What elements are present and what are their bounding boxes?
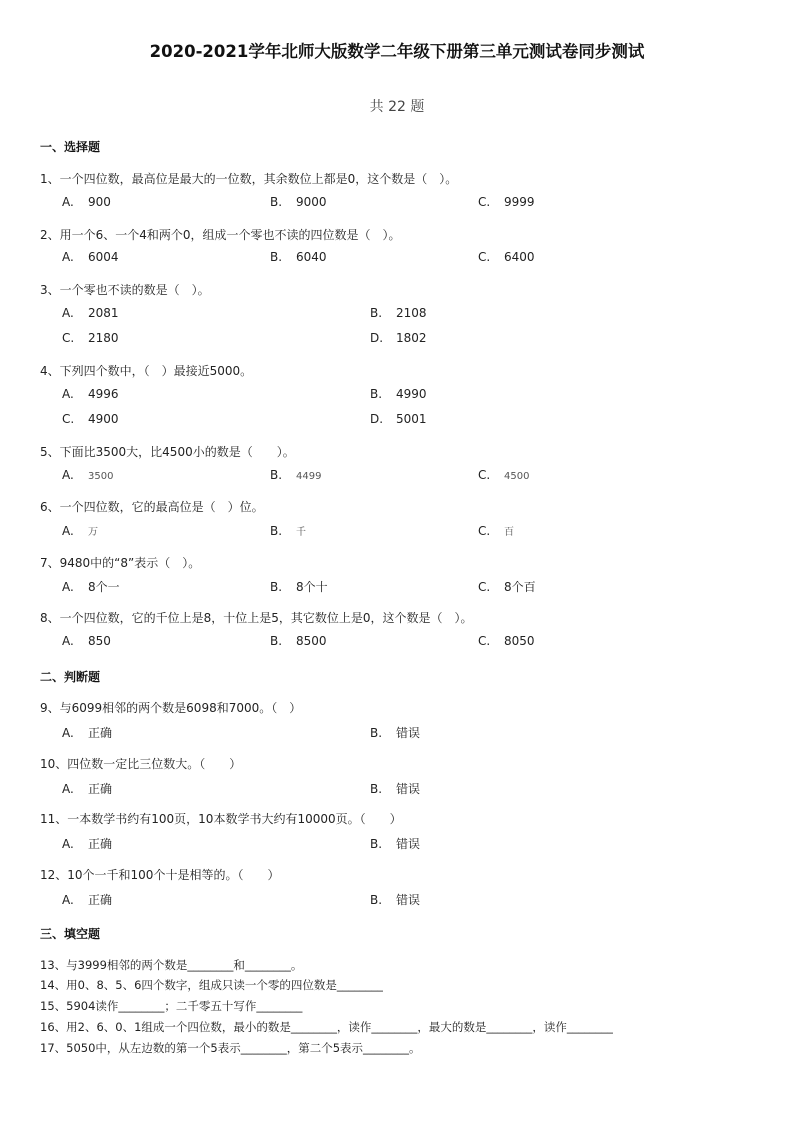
question-8: 8、一个四位数，它的千位上是8，十位上是5，其它数位上是0，这个数是（ ）。 <box>40 611 473 625</box>
section-heading-choice: 一、选择题 <box>40 140 101 154</box>
q3-option-d[interactable]: D. 1802 <box>370 331 427 345</box>
section-heading-judgement: 二、判断题 <box>40 670 101 684</box>
q3-option-b[interactable]: B. 2108 <box>370 306 427 320</box>
question-9: 9、与6099相邻的两个数是6098和7000。（ ） <box>40 701 302 715</box>
q1-option-c[interactable]: C. 9999 <box>478 195 535 209</box>
page-title: 2020-2021学年北师大版数学二年级下册第三单元测试卷同步测试 <box>149 42 645 61</box>
q5-option-a[interactable]: A. 3500 <box>62 468 114 482</box>
question-13: 13、与3999相邻的两个数是________和________。 <box>40 958 303 972</box>
question-14: 14、用0、8、5、6四个数字，组成只读一个零的四位数是________ <box>40 978 383 992</box>
q8-option-b[interactable]: B. 8500 <box>270 634 327 648</box>
q9-option-a[interactable]: A. 正确 <box>62 726 113 740</box>
question-7: 7、9480中的“8”表示（ ）。 <box>40 556 201 570</box>
question-2: 2、用一个6、一个4和两个0，组成一个零也不读的四位数是（ ）。 <box>40 228 401 242</box>
q7-option-b[interactable]: B. 8个十 <box>270 580 328 594</box>
q4-option-a[interactable]: A. 4996 <box>62 387 119 401</box>
question-1: 1、一个四位数，最高位是最大的一位数，其余数位上都是0，这个数是（ ）。 <box>40 172 458 186</box>
q8-option-c[interactable]: C. 8050 <box>478 634 535 648</box>
q3-option-a[interactable]: A. 2081 <box>62 306 119 320</box>
q6-option-c[interactable]: C. 百 <box>478 524 514 538</box>
q2-option-b[interactable]: B. 6040 <box>270 250 327 264</box>
section-heading-fill: 三、填空题 <box>40 927 101 941</box>
q4-option-d[interactable]: D. 5001 <box>370 412 427 426</box>
q9-option-b[interactable]: B. 错误 <box>370 726 421 740</box>
question-4: 4、下列四个数中，（ ）最接近5000。 <box>40 364 253 378</box>
q10-option-a[interactable]: A. 正确 <box>62 782 113 796</box>
q1-option-a[interactable]: A. 900 <box>62 195 111 209</box>
question-3: 3、一个零也不读的数是（ ）。 <box>40 283 210 297</box>
q7-option-c[interactable]: C. 8个百 <box>478 580 536 594</box>
q11-option-b[interactable]: B. 错误 <box>370 837 421 851</box>
question-5: 5、下面比3500大，比4500小的数是（ ）。 <box>40 445 295 459</box>
q11-option-a[interactable]: A. 正确 <box>62 837 113 851</box>
question-12: 12、10个一千和100个十是相等的。（ ） <box>40 868 280 882</box>
question-16: 16、用2、6、0、1组成一个四位数，最小的数是________，读作________，最大的数是________，读作________ <box>40 1020 613 1034</box>
q2-option-c[interactable]: C. 6400 <box>478 250 535 264</box>
q5-option-b[interactable]: B. 4499 <box>270 468 322 482</box>
q7-option-a[interactable]: A. 8个一 <box>62 580 120 594</box>
q1-option-b[interactable]: B. 9000 <box>270 195 327 209</box>
q3-option-c[interactable]: C. 2180 <box>62 331 119 345</box>
q2-option-a[interactable]: A. 6004 <box>62 250 119 264</box>
question-count: 共 22 题 <box>369 99 425 115</box>
q12-option-b[interactable]: B. 错误 <box>370 893 421 907</box>
q4-option-b[interactable]: B. 4990 <box>370 387 427 401</box>
q4-option-c[interactable]: C. 4900 <box>62 412 119 426</box>
q8-option-a[interactable]: A. 850 <box>62 634 111 648</box>
question-6: 6、一个四位数，它的最高位是（ ）位。 <box>40 500 264 514</box>
q6-option-b[interactable]: B. 千 <box>270 524 306 538</box>
question-11: 11、一本数学书约有100页，10本数学书大约有10000页。（ ） <box>40 812 402 826</box>
question-17: 17、5050中，从左边数的第一个5表示________，第二个5表示________。 <box>40 1041 421 1055</box>
q12-option-a[interactable]: A. 正确 <box>62 893 113 907</box>
q5-option-c[interactable]: C. 4500 <box>478 468 530 482</box>
question-10: 10、四位数一定比三位数大。（ ） <box>40 757 242 771</box>
question-15: 15、5904读作________；二千零五十写作________ <box>40 999 303 1013</box>
q10-option-b[interactable]: B. 错误 <box>370 782 421 796</box>
q6-option-a[interactable]: A. 万 <box>62 524 98 538</box>
